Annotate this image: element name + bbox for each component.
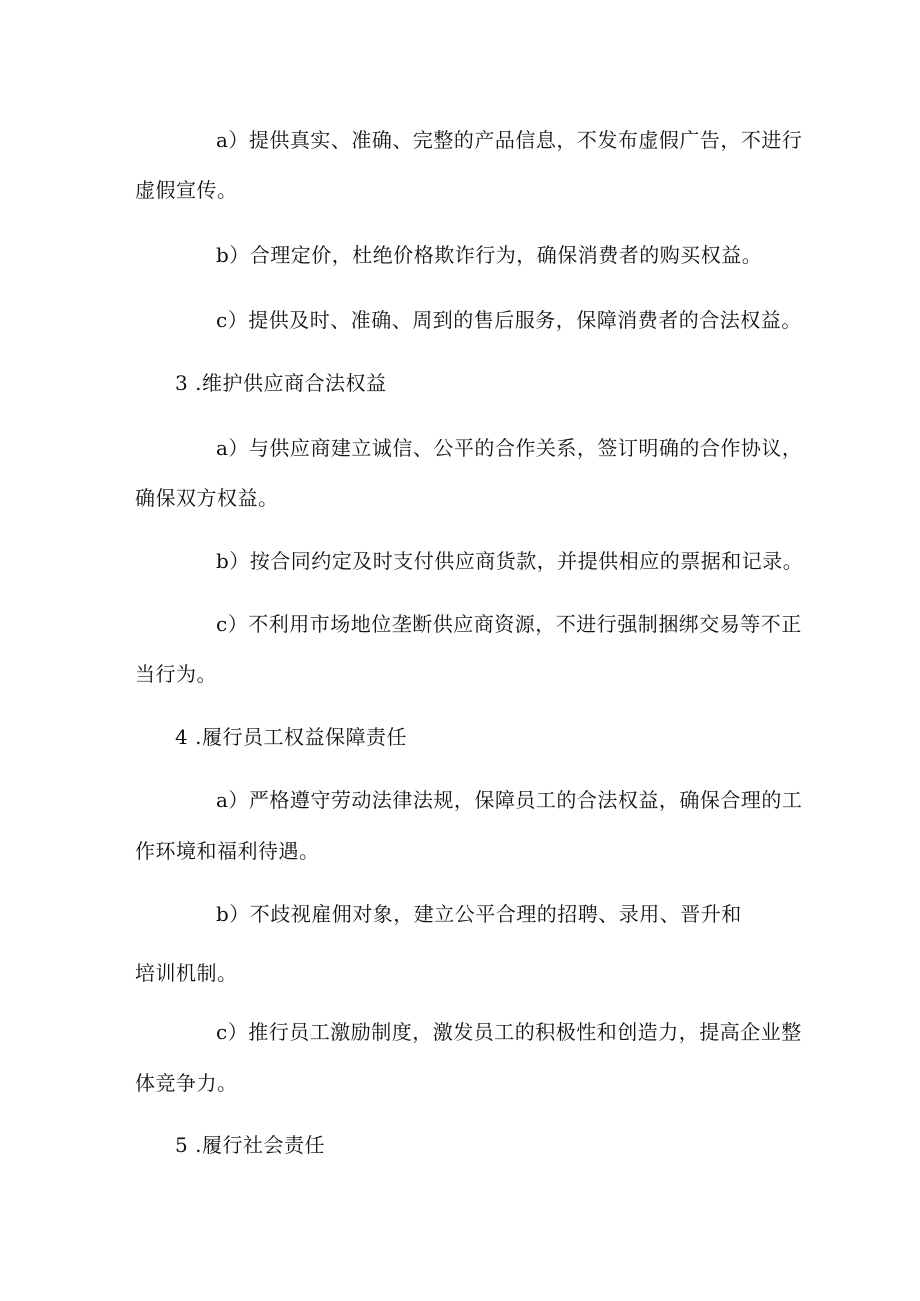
paragraph-line: 培训机制。 [135, 961, 238, 985]
paragraph-line: a）提供真实、准确、完整的产品信息，不发布虚假广告，不进行 [216, 128, 803, 152]
paragraph-line: a）与供应商建立诚信、公平的合作关系，签订明确的合作协议， [216, 436, 803, 460]
paragraph-line: 确保双方权益。 [135, 486, 279, 510]
paragraph-line: 虚假宣传。 [135, 178, 238, 202]
section-heading: 5 .履行社会责任 [175, 1133, 325, 1157]
paragraph-line: c）不利用市场地位垄断供应商资源，不进行强制捆绑交易等不正 [216, 612, 802, 636]
paragraph-line: b）按合同约定及时支付供应商货款，并提供相应的票据和记录。 [216, 549, 804, 573]
paragraph-line: 体竞争力。 [135, 1071, 238, 1095]
section-heading: 3 .维护供应商合法权益 [175, 371, 387, 395]
paragraph-line: b）不歧视雇佣对象，建立公平合理的招聘、录用、晋升和 [216, 902, 742, 926]
paragraph-line: c）提供及时、准确、周到的售后服务，保障消费者的合法权益。 [216, 308, 802, 332]
section-heading: 4 .履行员工权益保障责任 [175, 725, 407, 749]
paragraph-line: a）严格遵守劳动法律法规，保障员工的合法权益，确保合理的工 [216, 788, 803, 812]
paragraph-line: b）合理定价，杜绝价格欺诈行为，确保消费者的购买权益。 [216, 243, 763, 267]
paragraph-line: 当行为。 [135, 662, 217, 686]
paragraph-line: 作环境和福利待遇。 [135, 839, 320, 863]
paragraph-line: c）推行员工激励制度，激发员工的积极性和创造力，提高企业整 [216, 1020, 802, 1044]
